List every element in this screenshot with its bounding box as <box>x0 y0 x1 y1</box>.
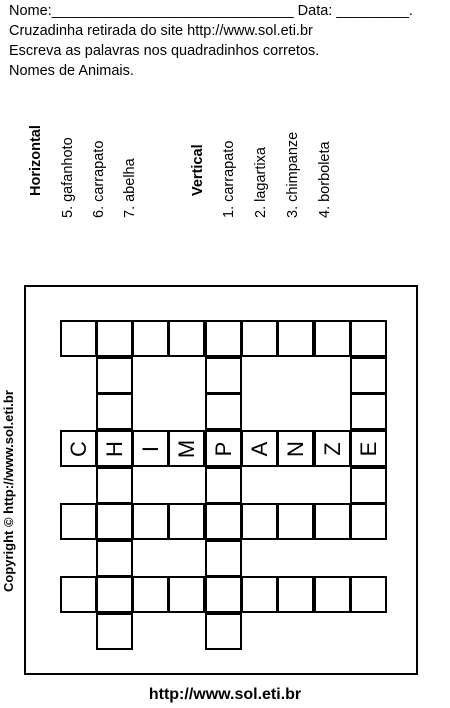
crossword-cell[interactable] <box>350 357 387 394</box>
crossword-cell[interactable] <box>314 503 351 540</box>
crossword-cell[interactable] <box>205 430 242 467</box>
crossword-cell[interactable] <box>277 430 314 467</box>
crossword-cell[interactable] <box>314 430 351 467</box>
vertical-clue-1: 1. carrapato <box>221 140 237 218</box>
crossword-cell[interactable] <box>60 503 97 540</box>
crossword-cell[interactable] <box>96 503 133 540</box>
cell-letter: N <box>282 440 308 457</box>
crossword-cell[interactable] <box>277 576 314 613</box>
crossword-cell[interactable] <box>277 320 314 357</box>
horizontal-clue-7: 7. abelha <box>122 158 138 218</box>
instruction-line: Escreva as palavras nos quadradinhos corretos. <box>9 43 320 59</box>
crossword-cell[interactable] <box>132 430 169 467</box>
crossword-cell[interactable] <box>96 467 133 504</box>
horizontal-title: Horizontal <box>28 125 44 196</box>
vertical-clue-2: 2. lagartixa <box>253 147 269 218</box>
crossword-cell[interactable] <box>96 576 133 613</box>
crossword-cell[interactable] <box>168 320 205 357</box>
crossword-cell[interactable] <box>205 503 242 540</box>
crossword-cell[interactable] <box>96 320 133 357</box>
cell-letter: C <box>65 440 91 457</box>
crossword-cell[interactable] <box>205 357 242 394</box>
crossword-cell[interactable] <box>350 430 387 467</box>
crossword-cell[interactable] <box>205 540 242 577</box>
crossword-cell[interactable] <box>350 576 387 613</box>
crossword-cell[interactable] <box>241 320 278 357</box>
crossword-cell[interactable] <box>60 320 97 357</box>
vertical-clue-4: 4. borboleta <box>317 141 333 218</box>
crossword-cell[interactable] <box>60 430 97 467</box>
crossword-cell[interactable] <box>314 320 351 357</box>
crossword-cell[interactable] <box>96 430 133 467</box>
crossword-cell[interactable] <box>241 576 278 613</box>
crossword-cell[interactable] <box>350 320 387 357</box>
crossword-cell[interactable] <box>241 503 278 540</box>
cell-letter: H <box>101 440 127 457</box>
crossword-cell[interactable] <box>132 503 169 540</box>
crossword-cell[interactable] <box>96 357 133 394</box>
crossword-cell[interactable] <box>205 467 242 504</box>
footer-url: http://www.sol.eti.br <box>148 686 302 703</box>
crossword-cell[interactable] <box>132 576 169 613</box>
vertical-clue-3: 3. chimpanze <box>285 131 301 218</box>
crossword-cell[interactable] <box>60 576 97 613</box>
name-date-line: Nome:______________________________ Data: _________. <box>9 3 413 19</box>
crossword-cell[interactable] <box>96 613 133 650</box>
crossword-cell[interactable] <box>205 393 242 430</box>
horizontal-clue-5: 5. gafanhoto <box>60 137 76 218</box>
source-line: Cruzadinha retirada do site http://www.sol.eti.br <box>9 23 313 39</box>
copyright-text: Copyright © http://www.sol.eti.br <box>1 390 16 592</box>
theme-line: Nomes de Animais. <box>9 63 134 79</box>
crossword-cell[interactable] <box>168 430 205 467</box>
crossword-cell[interactable] <box>205 613 242 650</box>
cell-letter: Z <box>319 441 345 456</box>
crossword-cell[interactable] <box>132 320 169 357</box>
crossword-cell[interactable] <box>205 320 242 357</box>
crossword-cell[interactable] <box>314 576 351 613</box>
cell-letter: I <box>137 445 163 452</box>
crossword-cell[interactable] <box>168 503 205 540</box>
cell-letter: A <box>246 441 272 456</box>
crossword-cell[interactable] <box>168 576 205 613</box>
crossword-cell[interactable] <box>350 503 387 540</box>
crossword-cell[interactable] <box>205 576 242 613</box>
crossword-cell[interactable] <box>350 467 387 504</box>
cell-letter: E <box>355 441 381 456</box>
vertical-title: Vertical <box>190 144 206 196</box>
cell-letter: P <box>210 441 236 456</box>
horizontal-clue-6: 6. carrapato <box>91 140 107 218</box>
crossword-cell[interactable] <box>277 503 314 540</box>
crossword-cell[interactable] <box>96 540 133 577</box>
crossword-cell[interactable] <box>241 430 278 467</box>
crossword-cell[interactable] <box>96 393 133 430</box>
cell-letter: M <box>173 439 199 458</box>
crossword-cell[interactable] <box>350 393 387 430</box>
